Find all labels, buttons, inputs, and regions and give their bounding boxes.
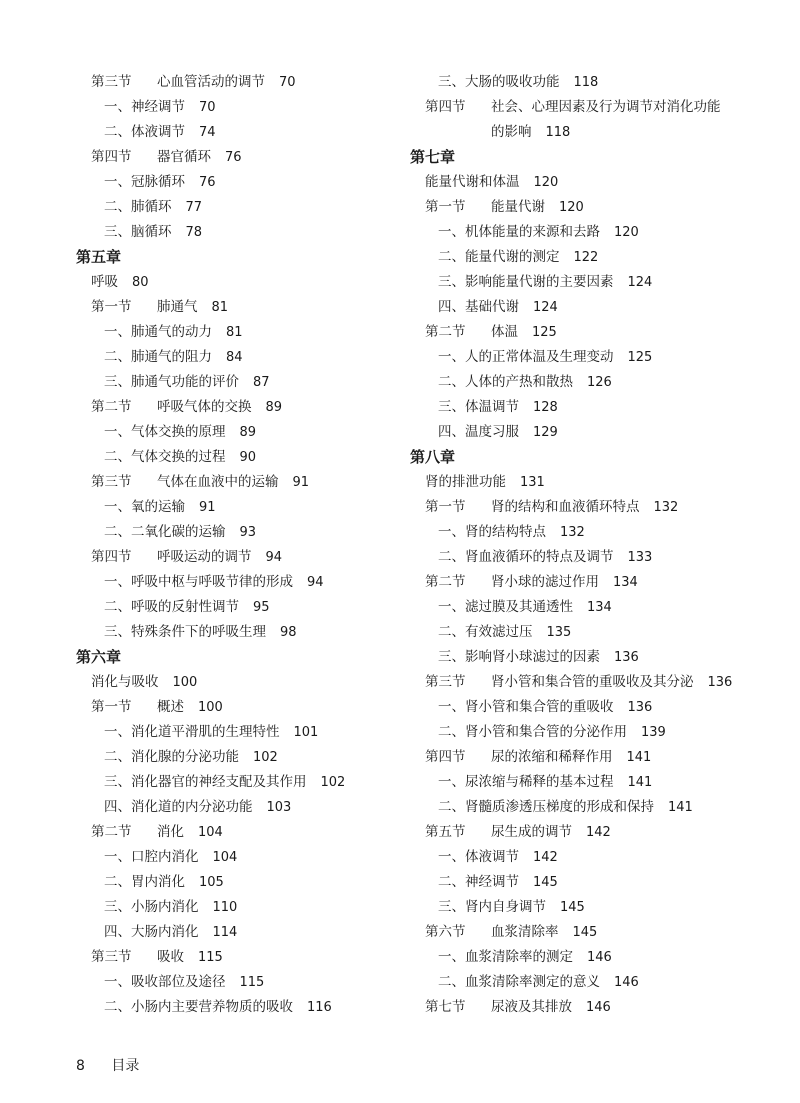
section-title: 血浆清除率 [491, 924, 559, 940]
toc-section[interactable] [410, 320, 750, 345]
section-label: 第五节 [425, 824, 466, 840]
section-title: 肺通气 [157, 299, 198, 315]
footer-page-number: 8 [76, 1058, 85, 1074]
page-number: 110 [212, 900, 238, 915]
section-title-cont: 的影响 [491, 124, 532, 140]
section-label: 第六节 [425, 924, 466, 940]
section-title: 吸收 [157, 949, 184, 965]
page-number: 124 [533, 300, 558, 315]
page-number: 81 [211, 300, 229, 315]
chapter-number: 第六章 [76, 648, 122, 666]
toc-section[interactable] [410, 570, 750, 595]
page-number: 146 [586, 1000, 611, 1015]
page-number: 122 [573, 250, 599, 265]
item-title: 三、肾内自身调节 [438, 899, 546, 915]
item-title: 三、体温调节 [438, 399, 519, 415]
item-title: 四、消化道的内分泌功能 [104, 799, 253, 815]
page-number: 105 [199, 875, 224, 890]
page-number: 141 [627, 775, 653, 790]
page-number: 84 [226, 350, 243, 365]
toc-item[interactable] [410, 345, 750, 370]
toc-item[interactable] [76, 570, 406, 595]
page-number: 146 [614, 975, 639, 990]
item-title: 一、血浆清除率的测定 [438, 949, 573, 965]
toc-section[interactable] [410, 920, 750, 945]
page-number: 133 [627, 550, 653, 565]
section-title: 肾小管和集合管的重吸收及其分泌 [491, 674, 694, 690]
toc-section[interactable] [410, 995, 750, 1020]
page-number: 70 [279, 75, 296, 90]
toc-chapter-heading [410, 445, 750, 470]
toc-item[interactable] [76, 320, 406, 345]
toc-item[interactable] [76, 220, 406, 245]
page-number: 125 [627, 350, 653, 365]
toc-section[interactable] [76, 395, 406, 420]
item-title: 二、消化腺的分泌功能 [104, 749, 239, 765]
section-title: 气体在血液中的运输 [157, 474, 279, 490]
page-number: 91 [292, 475, 310, 490]
page-number: 70 [199, 100, 216, 115]
toc-item[interactable] [76, 795, 406, 820]
toc-item[interactable] [76, 195, 406, 220]
section-label: 第二节 [91, 824, 132, 840]
page-number: 118 [573, 75, 599, 90]
page-number: 145 [533, 875, 558, 890]
item-title: 二、肾血液循环的特点及调节 [438, 549, 614, 565]
toc-item[interactable] [76, 870, 406, 895]
page-number: 94 [307, 575, 324, 590]
toc-item[interactable] [76, 520, 406, 545]
item-title: 三、影响肾小球滤过的因素 [438, 649, 600, 665]
item-title: 三、小肠内消化 [104, 899, 199, 915]
page-number: 89 [265, 400, 283, 415]
toc-item[interactable] [410, 270, 750, 295]
item-title: 二、神经调节 [438, 874, 519, 890]
item-title: 四、基础代谢 [438, 299, 519, 315]
page-footer [76, 1055, 139, 1075]
page-number: 76 [225, 150, 242, 165]
chapter-title-text: 肾的排泄功能 [425, 474, 506, 490]
toc-section[interactable] [410, 195, 750, 220]
toc-item[interactable] [410, 945, 750, 970]
section-label: 第三节 [91, 74, 132, 90]
toc-item[interactable] [76, 370, 406, 395]
page-number: 136 [614, 650, 639, 665]
section-title: 呼吸运动的调节 [157, 549, 252, 565]
toc-chapter-title[interactable] [76, 670, 406, 695]
page-number: 129 [533, 425, 558, 440]
page-number: 128 [533, 400, 558, 415]
toc-item[interactable] [76, 120, 406, 145]
item-title: 三、影响能量代谢的主要因素 [438, 274, 614, 290]
page-number: 132 [560, 525, 585, 540]
page-number: 87 [253, 375, 270, 390]
item-title: 三、特殊条件下的呼吸生理 [104, 624, 266, 640]
section-label: 第一节 [425, 199, 466, 215]
toc-section[interactable] [76, 545, 406, 570]
toc-section[interactable] [76, 70, 406, 95]
section-label: 第四节 [91, 149, 132, 165]
item-title: 一、滤过膜及其通透性 [438, 599, 573, 615]
section-label: 第一节 [425, 499, 466, 515]
page-number: 120 [559, 200, 584, 215]
section-title: 肾的结构和血液循环特点 [491, 499, 640, 515]
page-number: 95 [253, 600, 270, 615]
toc-chapter-title[interactable] [76, 270, 406, 295]
toc-item[interactable] [410, 870, 750, 895]
toc-item[interactable] [410, 395, 750, 420]
toc-item[interactable] [410, 295, 750, 320]
toc-item[interactable] [410, 970, 750, 995]
toc-item[interactable] [410, 595, 750, 620]
toc-section[interactable] [76, 695, 406, 720]
item-title: 一、吸收部位及途径 [104, 974, 226, 990]
item-title: 二、能量代谢的测定 [438, 249, 560, 265]
page-number: 141 [668, 800, 693, 815]
section-title: 心血管活动的调节 [157, 74, 265, 90]
toc-item[interactable] [410, 895, 750, 920]
page-number: 145 [572, 925, 598, 940]
section-title: 器官循环 [157, 149, 211, 165]
toc-item[interactable] [410, 795, 750, 820]
page-number: 81 [226, 325, 243, 340]
item-title: 一、体液调节 [438, 849, 519, 865]
page-number: 103 [266, 800, 292, 815]
toc-item[interactable] [410, 520, 750, 545]
item-title: 二、有效滤过压 [438, 624, 533, 640]
chapter-number: 第五章 [76, 248, 122, 266]
page-number: 124 [627, 275, 653, 290]
page-number: 146 [587, 950, 612, 965]
toc-item[interactable] [76, 345, 406, 370]
page-number: 94 [265, 550, 283, 565]
toc-section[interactable] [410, 95, 750, 145]
toc-right-column [410, 70, 750, 1020]
toc-section[interactable] [76, 145, 406, 170]
toc-item[interactable] [410, 370, 750, 395]
toc-item[interactable] [410, 620, 750, 645]
section-title: 概述 [157, 699, 184, 715]
page-number: 120 [614, 225, 639, 240]
toc-item[interactable] [410, 70, 750, 95]
page-number: 80 [132, 275, 149, 290]
chapter-title-text: 消化与吸收 [91, 674, 159, 690]
item-title: 四、大肠内消化 [104, 924, 199, 940]
toc-item[interactable] [410, 770, 750, 795]
page-number: 100 [172, 675, 198, 690]
toc-item[interactable] [76, 620, 406, 645]
toc-item[interactable] [76, 495, 406, 520]
toc-section[interactable] [410, 820, 750, 845]
section-label: 第四节 [425, 749, 466, 765]
item-title: 二、体液调节 [104, 124, 185, 140]
toc-item[interactable] [76, 845, 406, 870]
item-title: 一、冠脉循环 [104, 174, 185, 190]
item-title: 一、肾的结构特点 [438, 524, 546, 540]
section-label: 第一节 [91, 699, 132, 715]
section-label: 第二节 [425, 324, 466, 340]
page-number: 141 [626, 750, 652, 765]
section-label: 第二节 [91, 399, 132, 415]
toc-chapter-title[interactable] [410, 170, 750, 195]
section-title: 肾小球的滤过作用 [491, 574, 599, 590]
toc-section[interactable] [76, 470, 406, 495]
page-number: 135 [546, 625, 572, 640]
page-number: 74 [199, 125, 216, 140]
section-title: 体温 [491, 324, 518, 340]
item-title: 一、肾小管和集合管的重吸收 [438, 699, 614, 715]
toc-item[interactable] [410, 245, 750, 270]
page-number: 77 [185, 200, 203, 215]
toc-item[interactable] [410, 220, 750, 245]
item-title: 一、尿浓缩与稀释的基本过程 [438, 774, 614, 790]
page-number: 104 [198, 825, 223, 840]
item-title: 二、肺通气的阻力 [104, 349, 212, 365]
item-title: 二、人体的产热和散热 [438, 374, 573, 390]
section-continuation [425, 120, 750, 145]
item-title: 一、氧的运输 [104, 499, 185, 515]
item-title: 三、大肠的吸收功能 [438, 74, 560, 90]
toc-left-column [76, 70, 406, 1020]
page-number: 102 [253, 750, 278, 765]
section-title: 尿液及其排放 [491, 999, 572, 1015]
chapter-number: 第七章 [410, 148, 456, 166]
toc-chapter-title[interactable] [410, 470, 750, 495]
page-number: 78 [185, 225, 203, 240]
page-number: 116 [307, 1000, 332, 1015]
item-title: 四、温度习服 [438, 424, 519, 440]
toc-item[interactable] [410, 845, 750, 870]
item-title: 一、机体能量的来源和去路 [438, 224, 600, 240]
page-number: 134 [587, 600, 612, 615]
toc-chapter-heading [410, 145, 750, 170]
item-title: 一、气体交换的原理 [104, 424, 226, 440]
toc-item[interactable] [76, 595, 406, 620]
page-number: 104 [212, 850, 238, 865]
footer-label: 目录 [111, 1058, 140, 1074]
item-title: 一、呼吸中枢与呼吸节律的形成 [104, 574, 293, 590]
item-title: 二、呼吸的反射性调节 [104, 599, 239, 615]
toc-item[interactable] [76, 895, 406, 920]
page-number: 115 [239, 975, 265, 990]
page-number: 131 [520, 475, 545, 490]
section-title: 尿生成的调节 [491, 824, 572, 840]
section-label: 第二节 [425, 574, 466, 590]
section-line [425, 95, 750, 120]
section-title: 尿的浓缩和稀释作用 [491, 749, 613, 765]
toc-item[interactable] [76, 170, 406, 195]
page-number: 90 [239, 450, 257, 465]
toc-item[interactable] [76, 720, 406, 745]
toc-item[interactable] [76, 95, 406, 120]
toc-chapter-heading [76, 245, 406, 270]
section-title: 能量代谢 [491, 199, 545, 215]
item-title: 二、小肠内主要营养物质的吸收 [104, 999, 293, 1015]
toc-item[interactable] [76, 445, 406, 470]
item-title: 一、人的正常体温及生理变动 [438, 349, 614, 365]
page-number: 101 [293, 725, 319, 740]
chapter-title-text: 呼吸 [91, 274, 118, 290]
item-title: 二、肾髓质渗透压梯度的形成和保持 [438, 799, 654, 815]
section-title: 呼吸气体的交换 [157, 399, 252, 415]
item-title: 三、消化器官的神经支配及其作用 [104, 774, 307, 790]
page-number: 89 [239, 425, 257, 440]
item-title: 二、二氧化碳的运输 [104, 524, 226, 540]
toc-item[interactable] [76, 995, 406, 1020]
section-label: 第一节 [91, 299, 132, 315]
toc-section[interactable] [76, 820, 406, 845]
page-number: 139 [641, 725, 666, 740]
toc-item[interactable] [76, 420, 406, 445]
page-number: 136 [707, 675, 733, 690]
item-title: 一、神经调节 [104, 99, 185, 115]
page-number: 98 [280, 625, 297, 640]
item-title: 二、肾小管和集合管的分泌作用 [438, 724, 627, 740]
section-label: 第七节 [425, 999, 466, 1015]
toc-section[interactable] [410, 745, 750, 770]
item-title: 三、脑循环 [104, 224, 172, 240]
toc-section[interactable] [410, 670, 750, 695]
section-title: 消化 [157, 824, 184, 840]
section-label: 第四节 [91, 549, 132, 565]
section-title: 社会、心理因素及行为调节对消化功能 [491, 99, 721, 115]
page-number: 114 [212, 925, 238, 940]
page-number: 115 [198, 950, 223, 965]
item-title: 二、胃内消化 [104, 874, 185, 890]
toc-item[interactable] [76, 770, 406, 795]
toc-section[interactable] [76, 295, 406, 320]
toc-item[interactable] [410, 545, 750, 570]
item-title: 一、消化道平滑肌的生理特性 [104, 724, 280, 740]
toc-item[interactable] [76, 745, 406, 770]
page-number: 136 [627, 700, 653, 715]
item-title: 二、肺循环 [104, 199, 172, 215]
toc-section[interactable] [76, 945, 406, 970]
page-number: 126 [587, 375, 612, 390]
section-label: 第三节 [91, 474, 132, 490]
item-title: 二、气体交换的过程 [104, 449, 226, 465]
page-number: 120 [533, 175, 559, 190]
section-label: 第四节 [425, 99, 466, 115]
toc-item[interactable] [76, 970, 406, 995]
item-title: 一、肺通气的动力 [104, 324, 212, 340]
page-number: 132 [653, 500, 679, 515]
item-title: 一、口腔内消化 [104, 849, 199, 865]
toc-chapter-heading [76, 645, 406, 670]
page-number: 134 [613, 575, 638, 590]
toc-section[interactable] [410, 495, 750, 520]
page-number: 118 [545, 125, 571, 140]
page-number: 91 [199, 500, 216, 515]
section-label: 第三节 [425, 674, 466, 690]
item-title: 二、血浆清除率测定的意义 [438, 974, 600, 990]
toc-item[interactable] [410, 420, 750, 445]
page-number: 100 [198, 700, 223, 715]
item-title: 三、肺通气功能的评价 [104, 374, 239, 390]
chapter-number: 第八章 [410, 448, 456, 466]
chapter-title-text: 能量代谢和体温 [425, 174, 520, 190]
page-number: 93 [239, 525, 257, 540]
page-number: 145 [560, 900, 585, 915]
page-number: 76 [199, 175, 216, 190]
toc-item[interactable] [410, 720, 750, 745]
toc-item[interactable] [76, 920, 406, 945]
page-number: 142 [586, 825, 611, 840]
toc-item[interactable] [410, 645, 750, 670]
page-number: 102 [320, 775, 346, 790]
toc-item[interactable] [410, 695, 750, 720]
section-label: 第三节 [91, 949, 132, 965]
page-number: 125 [532, 325, 557, 340]
page-number: 142 [533, 850, 558, 865]
